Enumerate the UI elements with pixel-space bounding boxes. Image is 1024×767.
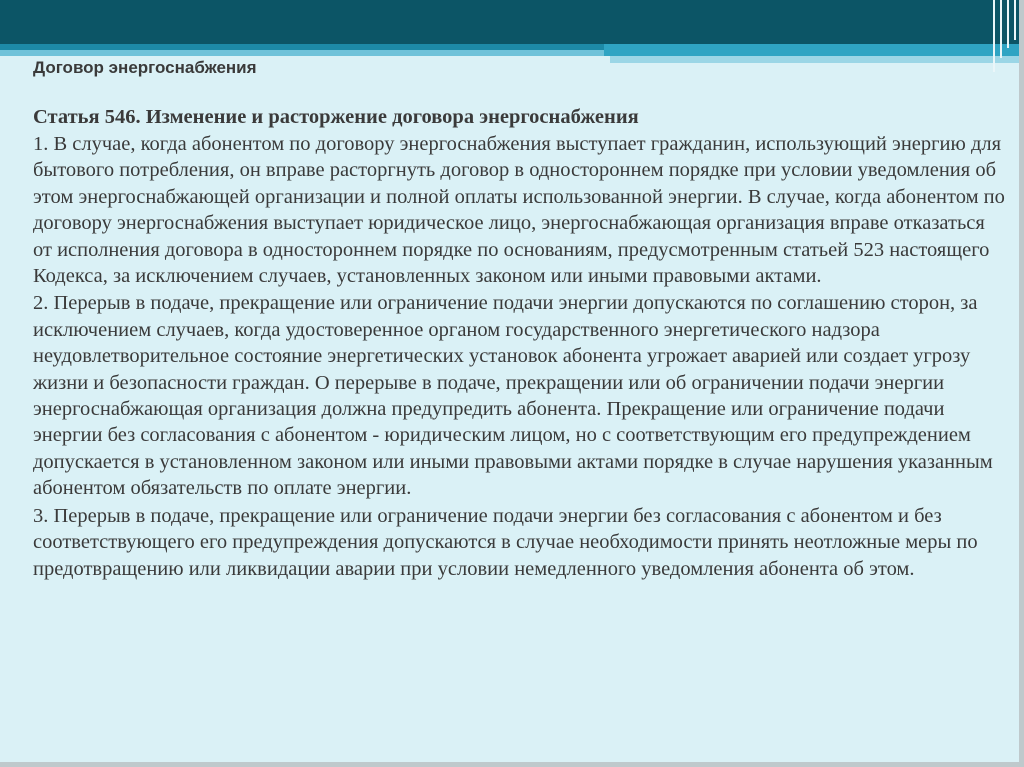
banner-vertical-line: [1000, 0, 1002, 58]
paragraph-2: 2. Перерыв в подаче, прекращение или ограничение подачи энергии допускаются по соглашению сторон, за исключением случаев, когда удостоверенное органом государственного энергетического надзора неудовлетворительное состояние энергетических установок абонента угрожает аварией или создает угрозу жизни и безопасности граждан. О перерыве в подаче, прекращении или об ограничении подачи энергии энергоснабжающая организация должна предупредить абонента. Прекращение или ограничение подачи энергии без согласования с абонентом - юридическим лицом, но с соответствующим его предупреждением допускается в установленном законом или иными правовыми актами порядке в случае нарушения указанным абонентом обязательств по оплате энергии.: [33, 292, 993, 500]
slide-heading: Договор энергоснабжения: [33, 58, 257, 77]
top-banner: [0, 0, 1024, 44]
paragraph-1: 1. В случае, когда абонентом по договору энергоснабжения выступает гражданин, использующий энергию для бытового потребления, он вправе расторгнуть договор в одностороннем порядке при условии уведомления об этом энергоснабжающей организации и полной оплаты использованной энергии. В случае, когда абонентом по договору энергоснабжения выступает юридическое лицо, энергоснабжающая организация вправе отказаться от исполнения договора в одностороннем порядке по основаниям, предусмотренным статьей 523 настоящего Кодекса, за исключением случаев, установленных законом или иными правовыми актами.: [33, 133, 1005, 288]
paragraph-3: 3. Перерыв в подаче, прекращение или ограничение подачи энергии без согласования с абонентом и без соответствующего его предупреждения допускаются в случае необходимости принять неотложные меры по предотвращению или ликвидации аварии при условии немедленного уведомления абонента об этом.: [33, 504, 978, 580]
slide-content: [33, 58, 1008, 583]
article-title: Статья 546. Изменение и расторжение договора энергоснабжения: [33, 106, 639, 128]
banner-step-accent: [604, 44, 1024, 56]
frame-border-right: [1019, 0, 1024, 767]
banner-vertical-line: [1014, 0, 1016, 40]
banner-vertical-line: [1007, 0, 1009, 48]
frame-border-bottom: [0, 762, 1024, 767]
